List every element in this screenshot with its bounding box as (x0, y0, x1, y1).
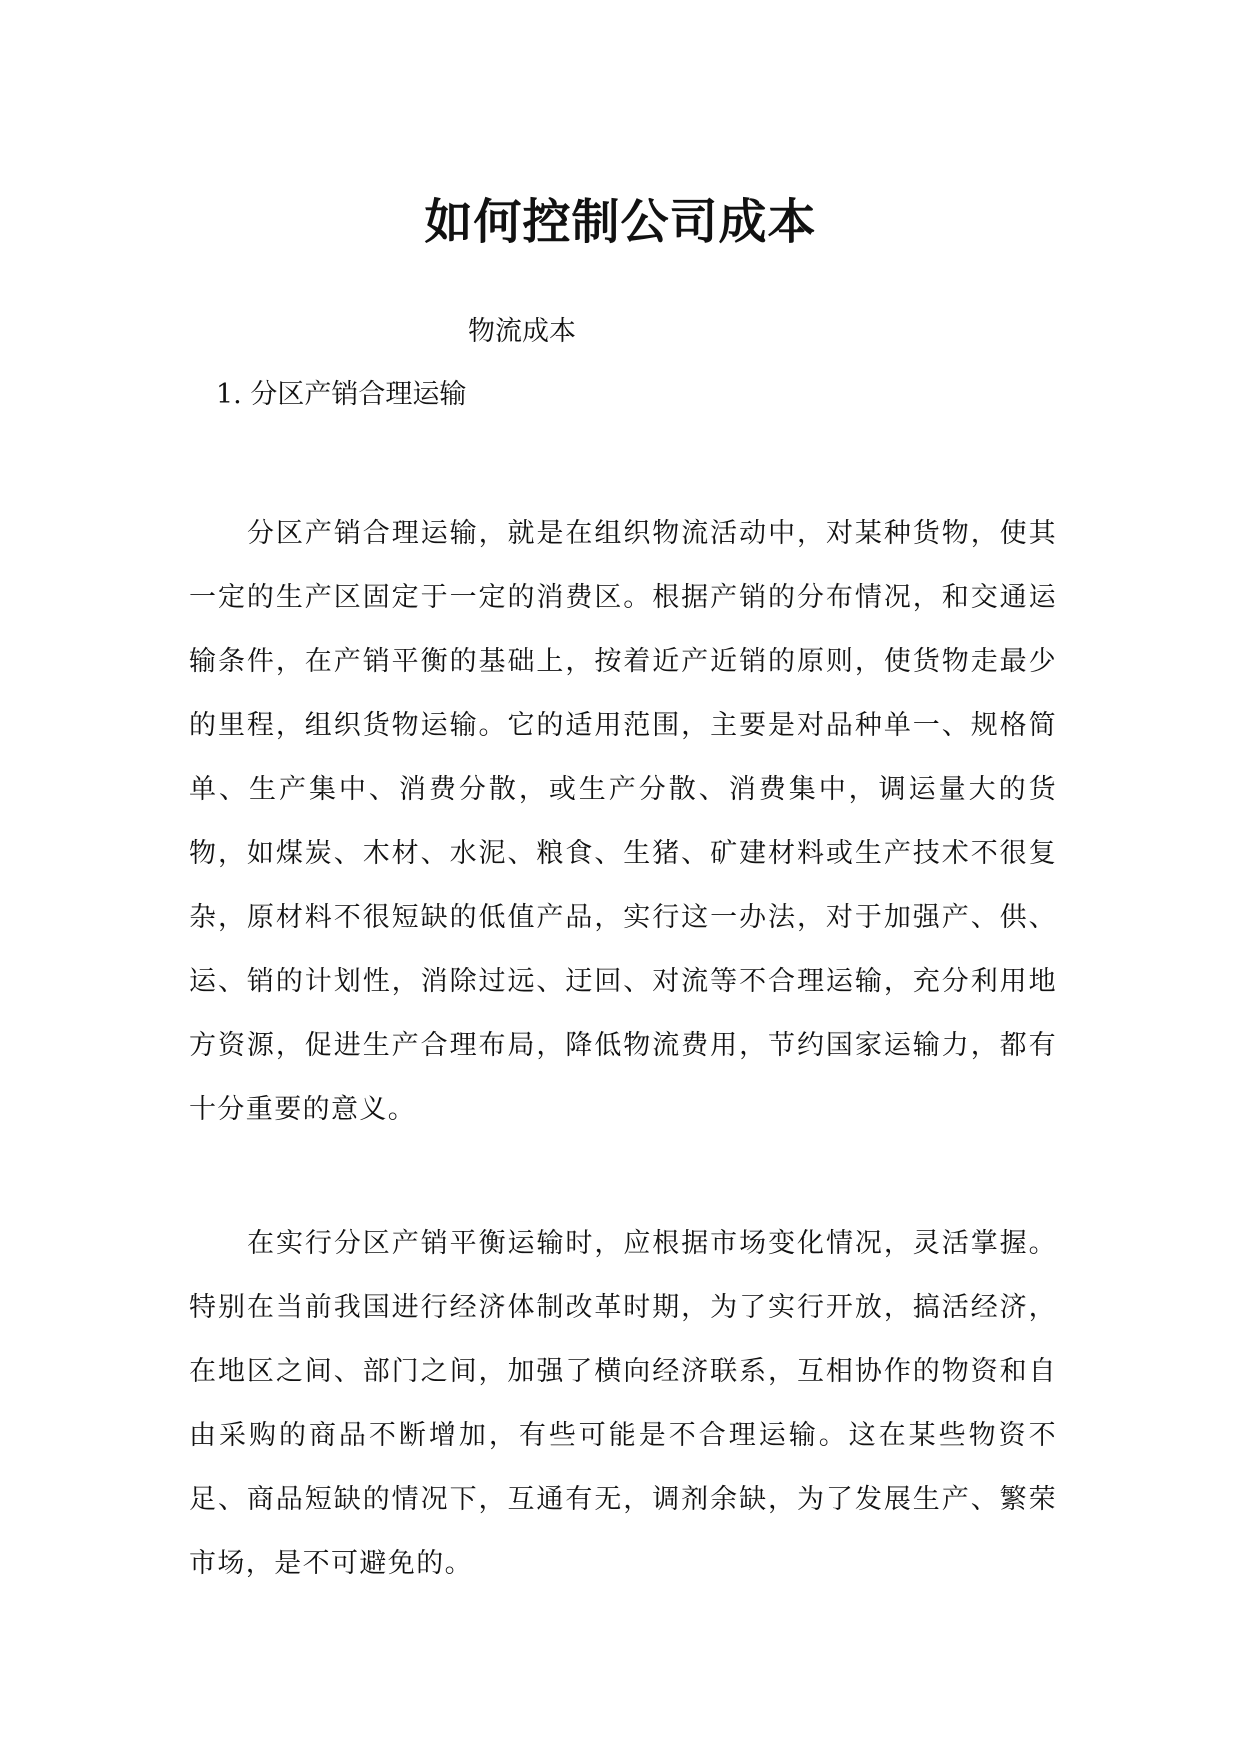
body-paragraph: 在实行分区产销平衡运输时，应根据市场变化情况，灵活掌握。特别在当前我国进行经济体制改革时期，为了实行开放，搞活经济，在地区之间、部门之间，加强了横向经济联系，互相协作的物资和自由采购的商品不断增加，有些可能是不合理运输。这在某些物资不足、商品短缺的情况下，互通有无，调剂余缺，为了发展生产、繁荣市场，是不可避免的。 (189, 1228, 1057, 1579)
document-title: 如何控制公司成本 (424, 194, 817, 250)
document-subtitle: 物流成本 (468, 316, 576, 347)
section-heading: 1. 分区产销合理运输 (216, 379, 467, 410)
body-paragraph: 分区产销合理运输，就是在组织物流活动中，对某种货物，使其一定的生产区固定于一定的消费区。根据产销的分布情况，和交通运输条件，在产销平衡的基础上，按着近产近销的原则，使货物走最少的里程，组织货物运输。它的适用范围，主要是对品种单一、规格简单、生产集中、消费分散，或生产分散、消费集中，调运量大的货物，如煤炭、木材、水泥、粮食、生猪、矿建材料或生产技术不很复杂，原材料不很短缺的低值产品，实行这一办法，对于加强产、供、运、销的计划性，消除过远、迂回、对流等不合理运输，充分利用地方资源，促进生产合理布局，降低物流费用，节约国家运输力，都有十分重要的意义。 (189, 518, 1057, 1125)
